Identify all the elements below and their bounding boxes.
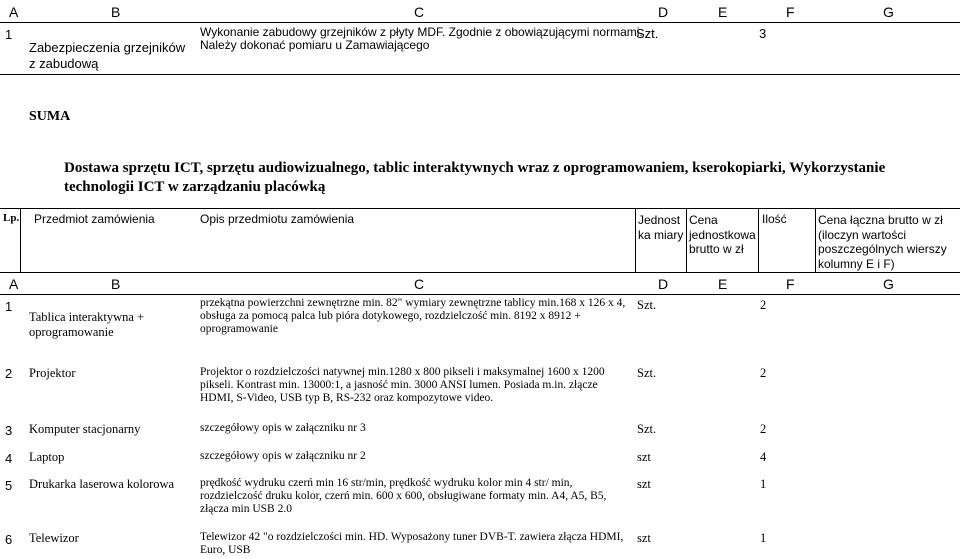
item-name: Laptop [29,450,65,464]
col-letter-d: D [658,4,669,20]
section-title: Dostawa sprzętu ICT, sprzętu audiowizualnego, tablic interaktywnych wraz z oprogramowaniem, kserokopiarki, Wykorzystanie technologii ICT w zarządzaniu placówką [64,160,886,195]
quantity-cell: 2 [760,298,767,312]
col-letter-g: G [883,4,894,20]
col-letter-a: A [9,4,19,20]
item-name: Zabezpieczenia grzejników z zabudową [29,40,186,71]
col-letter-e: E [718,4,728,20]
col-letter-d: D [658,276,669,292]
row-number: 3 [5,423,13,438]
col-letter-f: F [786,276,795,292]
item-description: Telewizor 42 "o rozdzielczości min. HD. Wyposażony tuner DVB-T. zawiera złącza HDMI, Euro, USB [200,531,624,556]
item-description: szczegółowy opis w załączniku nr 2 [200,450,366,462]
unit-cell: szt [637,450,651,464]
col-letter-b: B [111,276,121,292]
row-number: 6 [5,532,13,547]
quantity-cell: 1 [760,477,767,491]
col-letter-c: C [414,276,425,292]
item-description-line2: Należy dokonać pomiaru u Zamawiającego [200,38,430,52]
row-number: 1 [5,27,13,42]
item-description: przekątna powierzchni zewnętrzne min. 82" wymiary zewnętrzne tablicy min.168 x 126 x 4, obsługa za pomocą palca lub pióra dotykowego, rozdzielczość min. 8192 x 8912 + oprogramowanie [200,297,626,335]
row-number: 1 [5,299,13,314]
col-letter-c: C [414,4,425,20]
quantity-cell: 3 [759,26,767,41]
col-letter-g: G [883,276,894,292]
item-name: Tablica interaktywna + oprogramowanie [29,310,145,339]
item-description: prędkość wydruku czerń min 16 str/min, prędkość wydruku kolor min 4 str/ min, rozdzielczość druku kolor, czerń min. 600 x 600, obsługiwane formaty min. A4, A5, B5, złącza min USB 2.0 [200,477,607,515]
row-number: 4 [5,451,13,466]
unit-cell: szt [637,531,651,545]
quantity-cell: 4 [760,450,767,464]
unit-cell: Szt. [637,298,657,312]
quantity-cell: 1 [760,531,767,545]
item-description: szczegółowy opis w załączniku nr 3 [200,422,366,434]
col-letter-e: E [718,276,728,292]
item-name: Drukarka laserowa kolorowa [29,477,175,491]
quantity-cell: 2 [760,366,767,380]
header-unit: Jednostka miary [638,213,684,242]
item-name: Telewizor [29,531,79,545]
quantity-cell: 2 [760,422,767,436]
unit-cell: szt [637,477,651,491]
header-description: Opis przedmiotu zamówienia [200,212,355,226]
item-name: Komputer stacjonarny [29,422,141,436]
header-total-price: Cena łączna brutto w zł (iloczyn wartości poszczególnych wierszy kolumny E i F) [818,213,947,271]
item-description-line1: Wykonanie zabudowy grzejników z płyty MDF. Zgodnie z obowiązującymi normami. [200,25,643,39]
item-name: Projektor [29,366,76,380]
col-letter-b: B [111,4,121,20]
row-number: 2 [5,366,13,381]
header-item: Przedmiot zamówienia [34,212,155,226]
row-number: 5 [5,478,13,493]
suma-label: SUMA [29,109,71,124]
header-quantity: Ilość [762,212,787,226]
unit-cell: Szt. [636,26,659,41]
item-description: Projektor o rozdzielczości natywnej min.1280 x 800 pikseli i maksymalnej 1600 x 1200 pikseli. Kontrast min. 13000:1, a jasność min. 3000 ANSI lumen. Posiada m.in. złącze HDMI, S-Video, USB typ B, RS-232 oraz kompozytowe video. [200,366,605,404]
unit-cell: Szt. [637,422,657,436]
col-letter-a: A [9,276,19,292]
unit-cell: Szt. [637,366,657,380]
header-lp: Lp. [3,212,20,224]
header-unit-price: Cena jednostkowa brutto w zł [689,213,756,256]
col-letter-f: F [786,4,795,20]
